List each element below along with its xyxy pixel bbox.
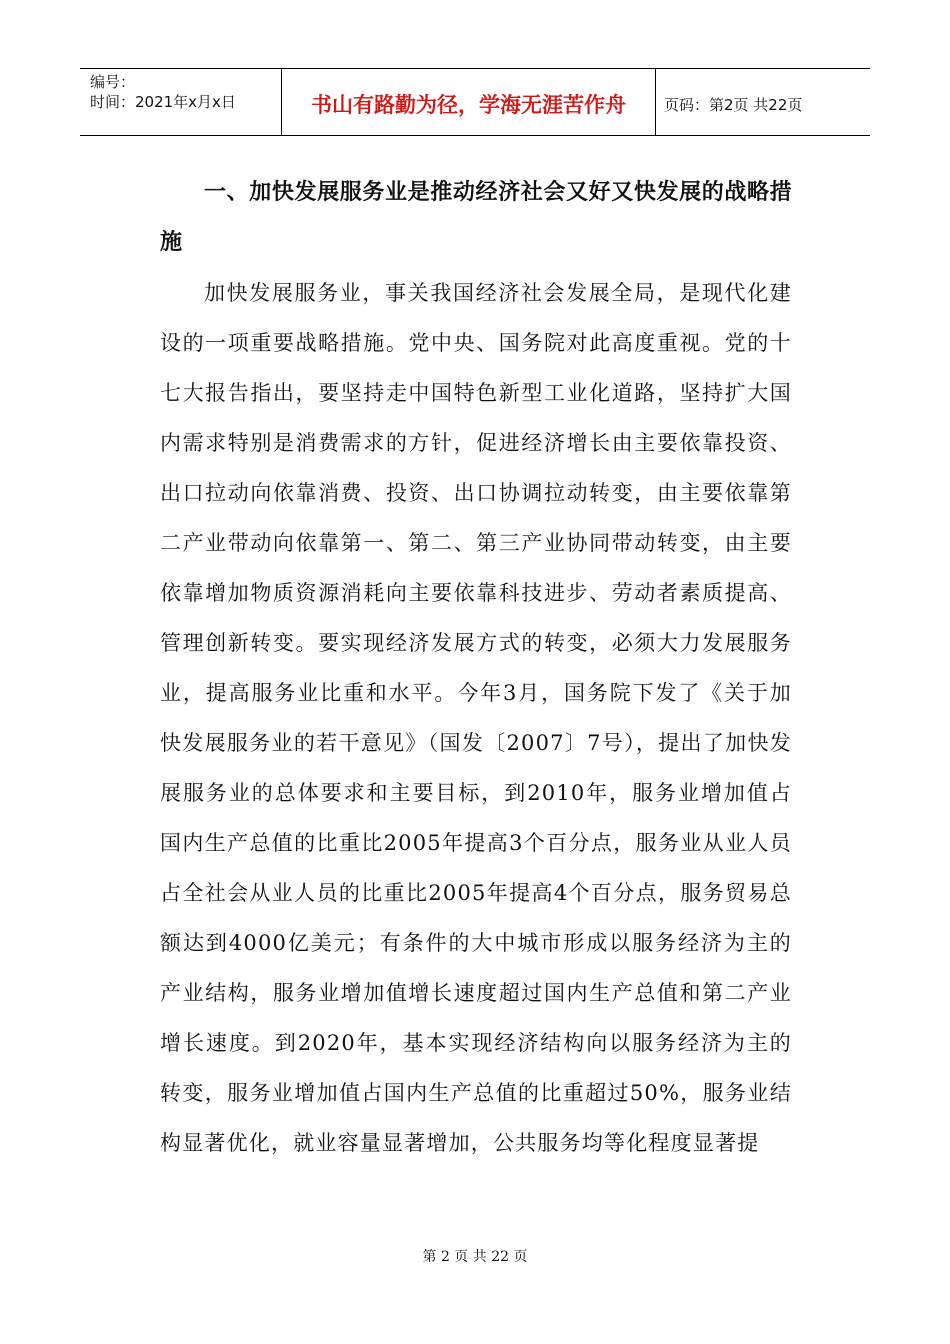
document-time-label: 时间：2021年x月x日: [90, 93, 236, 111]
document-body: [160, 168, 792, 1168]
body-paragraph: 加快发展服务业，事关我国经济社会发展全局，是现代化建设的一项重要战略措施。党中央、国务院对此高度重视。党的十七大报告指出，要坚持走中国特色新型工业化道路，坚持扩大国内需求特别是消费需求的方针，促进经济增长由主要依靠投资、出口拉动向依靠消费、投资、出口协调拉动转变，由主要依靠第二产业带动向依靠第一、第二、第三产业协同带动转变，由主要依靠增加物质资源消耗向主要依靠科技进步、劳动者素质提高、管理创新转变。要实现经济发展方式的转变，必须大力发展服务业，提高服务业比重和水平。今年3月，国务院下发了《关于加快发展服务业的若干意见》（国发〔2007〕7号），提出了加快发展服务业的总体要求和主要目标，到2010年，服务业增加值占国内生产总值的比重比2005年提高3个百分点，服务业从业人员占全社会从业人员的比重比2005年提高4个百分点，服务贸易总额达到4000亿美元；有条件的大中城市形成以服务经济为主的产业结构，服务业增加值增长速度超过国内生产总值和第二产业增长速度。到2020年，基本实现经济结构向以服务经济为主的转变，服务业增加值占国内生产总值的比重超过50%，服务业结构显著优化，就业容量显著增加，公共服务均等化程度显著提: [160, 281, 792, 1155]
page-footer: 第 2 页 共 22 页: [422, 1249, 528, 1265]
header-motto-cell: [282, 69, 656, 135]
header-motto: 书山有路勤为径，学海无涯苦作舟: [311, 93, 626, 117]
header-page-cell: [656, 69, 870, 135]
document-number-label: 编号：: [90, 73, 136, 91]
header-meta-cell: [80, 69, 282, 135]
page-header: [80, 68, 870, 136]
section-heading: 一、加快发展服务业是推动经济社会又好又快发展的战略措施: [160, 180, 792, 255]
header-page-info: 页码：第2页 共22页: [664, 95, 803, 114]
